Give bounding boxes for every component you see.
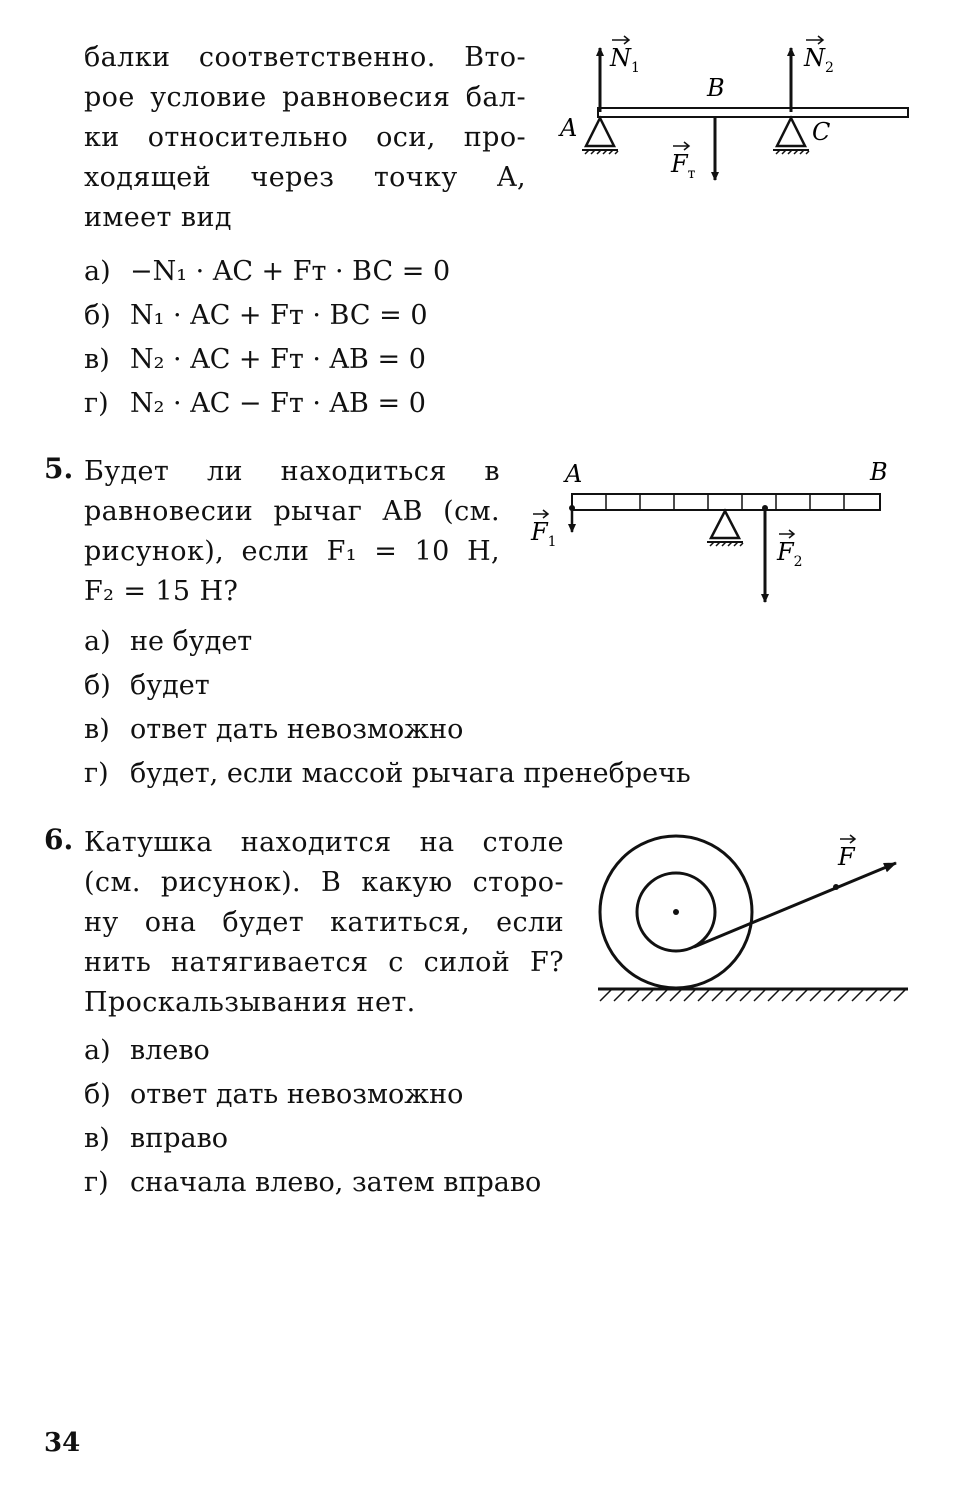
option-label: в) bbox=[84, 344, 110, 375]
q6-stem-line: нить натягивается с силой F? bbox=[84, 947, 564, 978]
option-label: в) bbox=[84, 714, 110, 745]
q6-option-d[interactable] bbox=[84, 1161, 541, 1205]
label-c: C bbox=[812, 118, 831, 146]
q4-stem-line: балки соответственно. Вто- bbox=[84, 42, 526, 73]
option-text: не будет bbox=[130, 626, 253, 657]
vector-mark bbox=[533, 510, 548, 518]
option-label: б) bbox=[84, 300, 111, 331]
q6-stem-line: (см. рисунок). В какую сторо- bbox=[84, 867, 564, 898]
label-n1: $N_1$ bbox=[610, 44, 640, 76]
q4-option-c[interactable] bbox=[84, 338, 450, 382]
label-a: A bbox=[560, 114, 578, 142]
label-f1: $F_1$ bbox=[531, 518, 557, 550]
option-text: N₂ · AC − Fт · AB = 0 bbox=[130, 388, 426, 419]
option-text: будет bbox=[130, 670, 210, 701]
label-b: B bbox=[707, 74, 725, 102]
option-text: будет, если массой рычага пренебречь bbox=[130, 758, 691, 789]
q4-option-a[interactable] bbox=[84, 250, 450, 294]
q5-stem bbox=[84, 452, 500, 612]
q4-options bbox=[84, 250, 450, 426]
q5-lever-figure bbox=[525, 452, 905, 612]
q6-option-a[interactable] bbox=[84, 1029, 541, 1073]
option-label: а) bbox=[84, 1035, 111, 1066]
q6-stem-line: ну она будет катиться, если bbox=[84, 907, 564, 938]
label-f2: $F_2$ bbox=[777, 538, 803, 570]
vector-mark bbox=[673, 142, 689, 150]
support-c bbox=[773, 118, 809, 154]
option-text: ответ дать невозможно bbox=[130, 1079, 464, 1110]
label-f: F bbox=[838, 843, 855, 871]
q5-option-c[interactable] bbox=[84, 708, 691, 752]
table-surface bbox=[598, 989, 908, 1001]
label-b: B bbox=[870, 458, 888, 486]
q5-number: 5. bbox=[44, 452, 74, 485]
label-n2: $N_2$ bbox=[804, 44, 834, 76]
option-label: г) bbox=[84, 1167, 109, 1198]
option-text: −N₁ · AC + Fт · BC = 0 bbox=[130, 256, 451, 287]
option-text: ответ дать невозможно bbox=[130, 714, 464, 745]
option-label: а) bbox=[84, 256, 111, 287]
q5-stem-line: F₂ = 15 Н? bbox=[84, 576, 239, 607]
q5-option-a[interactable] bbox=[84, 620, 691, 664]
q4-option-b[interactable] bbox=[84, 294, 450, 338]
vector-mark bbox=[612, 36, 629, 44]
vector-mark bbox=[806, 36, 823, 44]
label-ft: $F_т$ bbox=[671, 150, 696, 182]
option-text: N₁ · AC + Fт · BC = 0 bbox=[130, 300, 428, 331]
vector-mark bbox=[840, 835, 855, 843]
q6-spool-figure bbox=[590, 825, 920, 1010]
q4-stem bbox=[84, 38, 526, 238]
q4-stem-line: ходящей через точку A, bbox=[84, 162, 526, 193]
q4-stem-line: рое условие равновесия бал- bbox=[84, 82, 526, 113]
support-a bbox=[582, 118, 618, 154]
force-point bbox=[833, 884, 839, 890]
option-text: вправо bbox=[130, 1123, 229, 1154]
q4-stem-line: имеет вид bbox=[84, 202, 232, 233]
q6-stem-line: Катушка находится на столе bbox=[84, 827, 564, 858]
option-label: а) bbox=[84, 626, 111, 657]
q5-stem-line: равновесии рычаг AB (см. bbox=[84, 496, 500, 527]
q4-option-d[interactable] bbox=[84, 382, 450, 426]
q4-stem-line: ки относительно оси, про- bbox=[84, 122, 526, 153]
option-label: в) bbox=[84, 1123, 110, 1154]
option-text: влево bbox=[130, 1035, 210, 1066]
q5-stem-line: Будет ли находиться в bbox=[84, 456, 500, 487]
beam bbox=[598, 108, 908, 117]
q6-number: 6. bbox=[44, 823, 74, 856]
option-label: г) bbox=[84, 388, 109, 419]
page-number: 34 bbox=[44, 1428, 81, 1458]
q6-stem bbox=[84, 823, 564, 1023]
option-label: г) bbox=[84, 758, 109, 789]
option-text: сначала влево, затем вправо bbox=[130, 1167, 542, 1198]
label-a: A bbox=[565, 460, 583, 488]
option-label: б) bbox=[84, 670, 111, 701]
q6-option-b[interactable] bbox=[84, 1073, 541, 1117]
fulcrum bbox=[707, 511, 743, 546]
q6-stem-line: Проскальзывания нет. bbox=[84, 987, 416, 1018]
q6-option-c[interactable] bbox=[84, 1117, 541, 1161]
q5-option-b[interactable] bbox=[84, 664, 691, 708]
option-text: N₂ · AC + Fт · AB = 0 bbox=[130, 344, 426, 375]
lever bbox=[572, 494, 880, 510]
q5-option-d[interactable] bbox=[84, 752, 691, 796]
vector-mark bbox=[779, 530, 794, 538]
q5-stem-line: рисунок), если F₁ = 10 Н, bbox=[84, 536, 500, 567]
q5-options bbox=[84, 620, 691, 796]
q4-beam-figure bbox=[550, 30, 920, 200]
option-label: б) bbox=[84, 1079, 111, 1110]
q6-options bbox=[84, 1029, 541, 1205]
spool-center bbox=[673, 909, 679, 915]
